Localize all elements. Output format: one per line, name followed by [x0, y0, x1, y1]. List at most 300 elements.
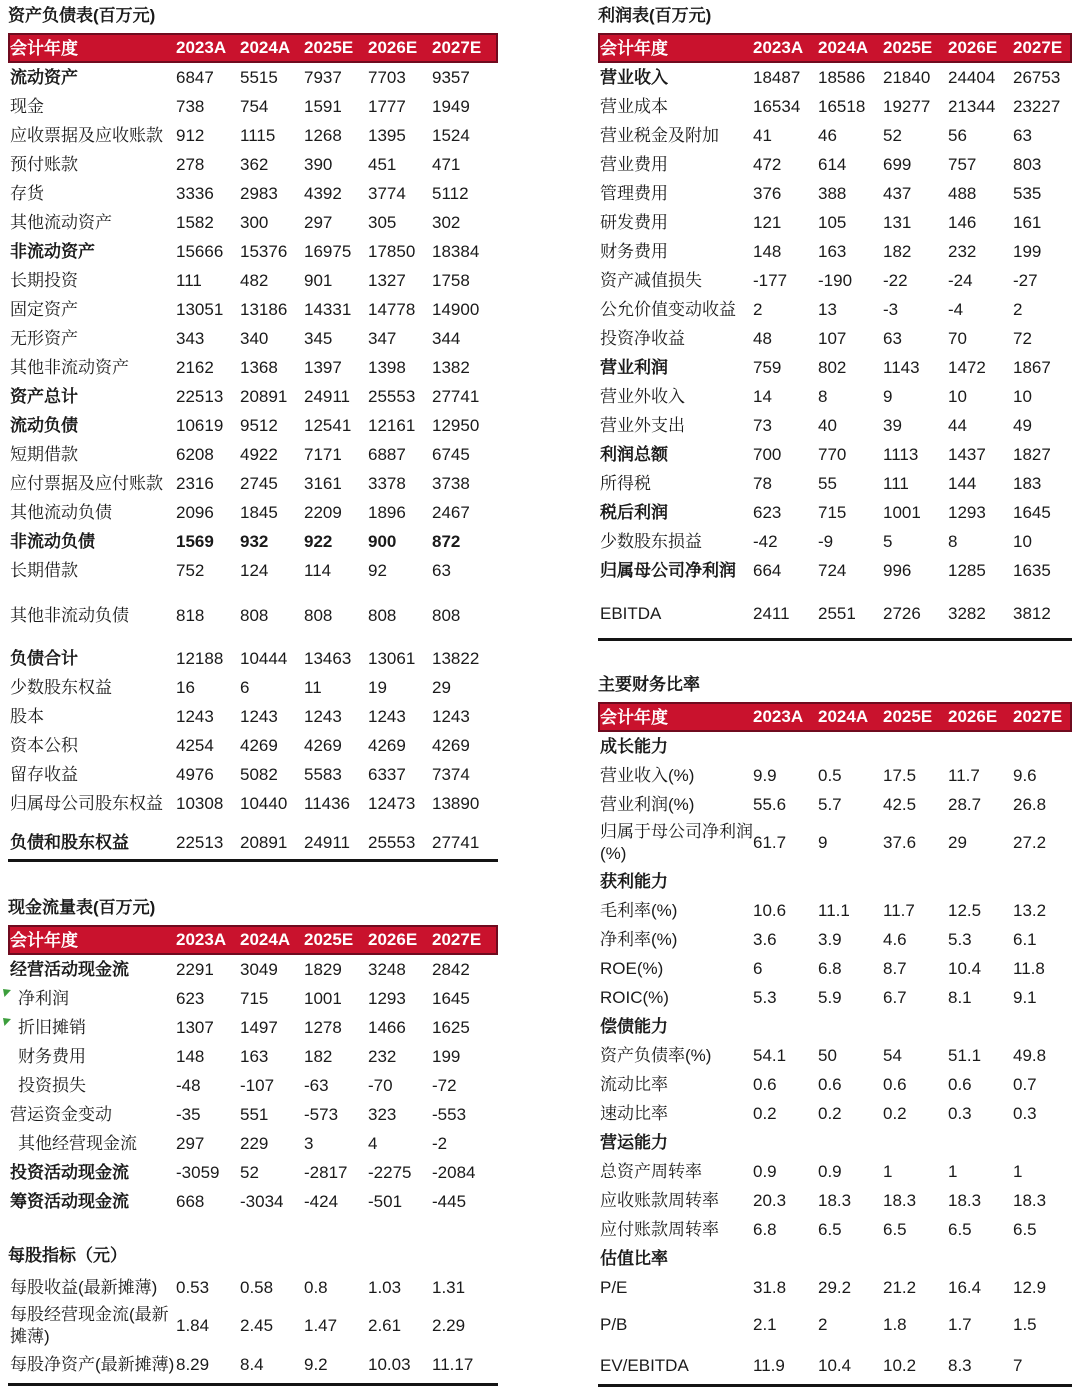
cell-value: 16	[176, 677, 195, 697]
row-label	[600, 241, 753, 262]
table-row	[598, 527, 1072, 556]
row-label	[10, 299, 176, 320]
cell-value: 12541	[304, 415, 352, 435]
cell-value: 3161	[304, 473, 342, 493]
cell-value: 10.4	[948, 958, 982, 978]
cell-value: 11436	[304, 793, 351, 813]
cell-value: 5515	[240, 67, 278, 87]
cell-value: 49	[1013, 415, 1032, 435]
cell-value: 63	[432, 560, 451, 580]
row-label-text: EBITDA	[600, 604, 662, 623]
cell-value: 340	[240, 328, 269, 348]
cell-value: 535	[1013, 183, 1042, 203]
table-row	[598, 498, 1072, 527]
cell-value: 13186	[240, 299, 288, 319]
cell-value: 724	[818, 560, 847, 580]
cell-value: 302	[432, 212, 461, 232]
cell-value: 2096	[176, 502, 214, 522]
cell-value: 2316	[176, 473, 214, 493]
cell-value: 0.9	[818, 1161, 842, 1181]
cell-value: 482	[240, 270, 269, 290]
cell-value: 27741	[432, 386, 480, 406]
table-row	[8, 150, 498, 179]
row-label	[600, 560, 753, 581]
cell-value: 16975	[304, 241, 352, 261]
cell-value: 1	[1013, 1161, 1023, 1181]
cell-value: 5	[883, 531, 893, 551]
cell-value: 5082	[240, 764, 278, 784]
row-label	[600, 765, 753, 786]
row-label	[600, 929, 753, 950]
cell-value: 1307	[176, 1017, 214, 1037]
cell-value: 52	[240, 1162, 259, 1182]
table-row	[8, 237, 498, 266]
row-label-text: 营运资金变动	[10, 1105, 112, 1124]
cell-value: 13051	[176, 299, 224, 319]
row-label-text: 资产负债率(%)	[600, 1046, 712, 1065]
cell-value: 0.2	[753, 1103, 777, 1123]
cell-value: 1.8	[883, 1314, 907, 1334]
row-label-text: 其他非流动资产	[10, 358, 129, 377]
table-row	[8, 1158, 498, 1187]
row-label	[10, 67, 176, 88]
cell-value: 24911	[304, 386, 351, 406]
table-row	[8, 92, 498, 121]
cell-value: 2983	[240, 183, 278, 203]
cell-value: 1001	[304, 988, 342, 1008]
cell-value: 1.5	[1013, 1314, 1037, 1334]
cell-value: 22513	[176, 832, 224, 852]
cell-value: 24404	[948, 67, 996, 87]
table-title: 资产负债表(百万元)	[8, 6, 156, 25]
cell-value: 4269	[304, 735, 342, 755]
row-label-text: 流动负债	[10, 416, 78, 435]
column-header: 2025E	[883, 38, 933, 57]
cell-value: 14	[753, 386, 772, 406]
cell-value: 131	[883, 212, 912, 232]
cell-value: 472	[753, 154, 782, 174]
cell-value: -70	[368, 1075, 393, 1095]
row-label-text: 经营活动现金流	[10, 960, 129, 979]
row-label	[10, 502, 176, 523]
cell-value: 50	[818, 1045, 837, 1065]
cell-value: -2	[432, 1133, 448, 1153]
cell-value: 808	[240, 605, 269, 625]
cell-value: 124	[240, 560, 269, 580]
row-label-text: EV/EBITDA	[600, 1356, 689, 1375]
row-label	[600, 531, 753, 552]
table-row	[598, 63, 1072, 92]
column-header: 2027E	[432, 38, 482, 57]
cell-value: 344	[432, 328, 461, 348]
cell-value: 10	[948, 386, 967, 406]
row-label-text: 财务费用	[600, 242, 668, 261]
header-year-label: 会计年度	[600, 707, 668, 727]
cell-value: 1497	[240, 1017, 278, 1037]
cell-value: 10440	[240, 793, 288, 813]
table-row	[8, 527, 498, 556]
cell-value: 1625	[432, 1017, 470, 1037]
row-label	[10, 473, 176, 494]
cell-value: 1466	[368, 1017, 406, 1037]
row-label	[10, 328, 176, 349]
row-label	[10, 764, 176, 785]
row-label	[600, 900, 753, 921]
table-row	[598, 411, 1072, 440]
row-label-text: 管理费用	[600, 184, 668, 203]
cell-value: 1143	[883, 357, 920, 377]
table-row	[598, 121, 1072, 150]
row-label-text: 营业费用	[600, 155, 668, 174]
row-label	[10, 96, 176, 117]
row-label	[600, 1248, 753, 1269]
row-label	[600, 1016, 753, 1037]
per-share-metrics-table	[8, 1246, 498, 1386]
cell-value: 10.2	[883, 1355, 917, 1375]
row-label-text: 其他非流动负债	[10, 606, 129, 625]
cell-value: 347	[368, 328, 397, 348]
table-row	[8, 1273, 498, 1302]
cell-value: 1115	[240, 125, 276, 145]
cell-value: 715	[240, 988, 269, 1008]
cell-value: 2.29	[432, 1316, 466, 1335]
cell-value: 343	[176, 328, 205, 348]
cell-value: 1582	[176, 212, 214, 232]
row-label-text: 少数股东权益	[10, 678, 112, 697]
table-row	[598, 1273, 1072, 1302]
cell-value: 1243	[304, 706, 342, 726]
cell-value: -4	[948, 299, 964, 319]
column-header: 2027E	[1013, 38, 1063, 57]
row-label-text: 非流动负债	[10, 532, 95, 551]
cell-value: 1.7	[948, 1314, 972, 1334]
table-row	[598, 1310, 1072, 1339]
table-row	[8, 1302, 498, 1350]
table-row	[8, 1042, 498, 1071]
cell-value: 19277	[883, 96, 931, 116]
income-statement-table	[598, 6, 1072, 641]
cell-value: -2084	[432, 1162, 476, 1182]
row-label-text: 净利率(%)	[600, 930, 678, 949]
row-label	[10, 125, 176, 146]
table-row	[8, 955, 498, 984]
cell-value: 738	[176, 96, 205, 116]
table-row	[598, 761, 1072, 790]
row-label	[10, 270, 176, 291]
cell-value: 54.1	[753, 1045, 787, 1065]
cell-value: 901	[304, 270, 333, 290]
cell-value: 757	[948, 154, 977, 174]
row-label	[10, 648, 176, 669]
cell-value: 26753	[1013, 67, 1061, 87]
cell-value: 18.3	[818, 1190, 852, 1210]
cell-value: 0.3	[1013, 1103, 1037, 1123]
row-label	[600, 1219, 753, 1240]
cell-value: 297	[304, 212, 333, 232]
cell-value: 3336	[176, 183, 214, 203]
row-label-text: 估值比率	[600, 1249, 668, 1268]
table-row	[598, 556, 1072, 585]
cell-value: 715	[818, 502, 847, 522]
cell-value: 29	[948, 833, 967, 852]
cell-value: 11.9	[753, 1355, 785, 1375]
cell-value: 0.8	[304, 1277, 328, 1297]
table-row	[598, 732, 1072, 761]
cell-value: 39	[883, 415, 902, 435]
cell-value: 27741	[432, 832, 480, 852]
table-row	[8, 1013, 498, 1042]
row-label	[10, 1104, 176, 1125]
cell-value: 297	[176, 1133, 205, 1153]
column-header: 2024A	[818, 707, 869, 726]
cell-value: -2275	[368, 1162, 412, 1182]
row-label	[600, 502, 753, 523]
table-row	[8, 644, 498, 673]
cell-value: 199	[432, 1046, 461, 1066]
row-label-text: 归属母公司净利润	[600, 561, 736, 580]
cell-value: 1278	[304, 1017, 342, 1037]
cell-value: 3248	[368, 959, 406, 979]
table-title: 主要财务比率	[598, 675, 700, 694]
row-label-text: 负债合计	[10, 649, 78, 668]
row-label-text: 营业成本	[600, 97, 668, 116]
table-row	[8, 1187, 498, 1216]
cell-value: 2551	[818, 603, 856, 623]
cell-value: 1243	[176, 706, 214, 726]
cell-value: 229	[240, 1133, 269, 1153]
row-label-text: 存货	[10, 184, 44, 203]
cell-value: 6.5	[818, 1219, 842, 1239]
row-label	[600, 871, 753, 892]
row-label	[600, 183, 753, 204]
column-header: 2023A	[753, 707, 804, 726]
row-label-text: 营业外支出	[600, 416, 685, 435]
row-label-text: 资产总计	[10, 387, 78, 406]
cell-value: 2291	[176, 959, 214, 979]
cell-value: 232	[368, 1046, 397, 1066]
cell-value: 6208	[176, 444, 214, 464]
row-label	[10, 1046, 176, 1067]
column-header: 2025E	[883, 707, 933, 726]
cell-value: 52	[883, 125, 902, 145]
row-label-text: 营业利润(%)	[600, 795, 695, 814]
cell-value: 161	[1013, 212, 1042, 232]
cell-value: 623	[176, 988, 205, 1008]
cell-value: 70	[948, 328, 967, 348]
table-row	[598, 867, 1072, 896]
cell-value: 2209	[304, 502, 342, 522]
column-header: 2024A	[818, 38, 869, 57]
cell-value: 183	[1013, 473, 1042, 493]
cell-value: 2467	[432, 502, 470, 522]
cell-value: 8.3	[948, 1355, 972, 1375]
row-label	[600, 736, 753, 757]
cell-value: 1645	[432, 988, 470, 1008]
cell-value: 17850	[368, 241, 416, 261]
cell-value: 20891	[240, 386, 288, 406]
cell-value: 111	[883, 473, 909, 493]
row-label	[10, 605, 176, 626]
cell-value: 0.6	[883, 1074, 907, 1094]
column-header: 2024A	[240, 38, 291, 57]
row-label	[10, 1017, 176, 1038]
cell-value: 390	[304, 154, 333, 174]
cell-value: 6.5	[948, 1219, 972, 1239]
column-header: 2023A	[753, 38, 804, 57]
row-label-text: 资本公积	[10, 736, 78, 755]
cell-value: 3774	[368, 183, 406, 203]
cell-value: 1327	[368, 270, 406, 290]
table-title: 每股指标（元）	[8, 1246, 127, 1265]
cell-value: 28.7	[948, 794, 982, 814]
cell-value: 1	[883, 1161, 893, 1181]
table-row	[8, 1129, 498, 1158]
cell-value: 9512	[240, 415, 278, 435]
cell-value: 451	[368, 154, 397, 174]
row-label-text: 营业外收入	[600, 387, 685, 406]
cell-value: 6.8	[753, 1219, 777, 1239]
row-label	[10, 832, 176, 853]
table-row	[598, 983, 1072, 1012]
cell-value: 11.8	[1013, 958, 1045, 978]
cell-value: 12950	[432, 415, 480, 435]
header-year-label: 会计年度	[10, 930, 78, 950]
cell-value: 932	[240, 531, 269, 551]
cell-value: 6.5	[1013, 1219, 1037, 1239]
row-label-text: 财务费用	[18, 1047, 86, 1066]
cell-value: 18.3	[883, 1190, 917, 1210]
cell-value: 15666	[176, 241, 224, 261]
cell-value: 7703	[368, 67, 406, 87]
row-label-text: 流动比率	[600, 1075, 668, 1094]
cell-value: 13463	[304, 648, 352, 668]
cell-value: -3034	[240, 1191, 284, 1211]
cell-value: 25553	[368, 386, 416, 406]
row-label-text: 净利润	[18, 989, 69, 1008]
table-row	[598, 1157, 1072, 1186]
cell-value: 668	[176, 1191, 205, 1211]
cell-value: 8.1	[948, 987, 972, 1007]
table-row	[598, 1215, 1072, 1244]
cell-value: 72	[1013, 328, 1032, 348]
cell-value: 10619	[176, 415, 224, 435]
cell-value: 13061	[368, 648, 416, 668]
row-label	[600, 1190, 753, 1211]
cell-value: 21344	[948, 96, 996, 116]
cell-value: 752	[176, 560, 205, 580]
row-label	[10, 415, 176, 436]
excel-flag-icon	[3, 989, 11, 997]
cell-value: 27.2	[1013, 833, 1047, 852]
row-label-text: 现金	[10, 97, 44, 116]
cell-value: 146	[948, 212, 977, 232]
cell-value: 1398	[368, 357, 406, 377]
cell-value: 13	[818, 299, 837, 319]
row-label	[10, 386, 176, 407]
table-row	[8, 382, 498, 411]
cell-value: 0.2	[883, 1103, 907, 1123]
cell-value: 1113	[883, 444, 919, 464]
row-label-text: 研发费用	[600, 213, 668, 232]
cell-value: 2162	[176, 357, 214, 377]
table-row	[8, 324, 498, 353]
cell-value: 18384	[432, 241, 480, 261]
cell-value: 1.47	[304, 1316, 338, 1335]
cell-value: 105	[818, 212, 847, 232]
cell-value: 14778	[368, 299, 416, 319]
table-row	[598, 925, 1072, 954]
column-header: 2025E	[304, 38, 354, 57]
column-header: 2023A	[176, 930, 227, 949]
cell-value: 11.7	[948, 765, 980, 785]
cell-value: 4	[368, 1133, 378, 1153]
table-row	[8, 556, 498, 585]
row-label-text: 归属于母公司净利润(%)	[600, 822, 753, 863]
row-label-text: 税后利润	[600, 503, 668, 522]
cell-value: 18487	[753, 67, 801, 87]
cell-value: 3049	[240, 959, 278, 979]
cell-value: 1.31	[432, 1277, 466, 1297]
table-title: 现金流量表(百万元)	[8, 898, 156, 917]
cell-value: 12188	[176, 648, 224, 668]
cell-value: 37.6	[883, 833, 917, 852]
row-label	[10, 735, 176, 756]
row-label-text: 获利能力	[600, 872, 668, 891]
cell-value: 2	[1013, 299, 1023, 319]
cell-value: 1243	[240, 706, 278, 726]
cell-value: 0.5	[818, 765, 842, 785]
table-row	[598, 1012, 1072, 1041]
cell-value: 2	[818, 1314, 828, 1334]
cell-value: 802	[818, 357, 847, 377]
cell-value: 54	[883, 1045, 902, 1065]
table-row	[8, 702, 498, 731]
cell-value: 5583	[304, 764, 342, 784]
cell-value: 305	[368, 212, 397, 232]
cash-flow-table	[8, 898, 498, 1216]
table-row	[8, 179, 498, 208]
row-label-text: 速动比率	[600, 1104, 668, 1123]
cell-value: 9357	[432, 67, 470, 87]
cell-value: 9.1	[1013, 987, 1037, 1007]
table-row	[8, 760, 498, 789]
table-row	[598, 819, 1072, 867]
column-header: 2025E	[304, 930, 354, 949]
cell-value: -3059	[176, 1162, 220, 1182]
table-header-row	[8, 925, 498, 955]
cell-value: 29.2	[818, 1277, 852, 1297]
row-label	[600, 1314, 753, 1335]
table-row	[598, 208, 1072, 237]
cell-value: 6.1	[1013, 929, 1037, 949]
cell-value: -72	[432, 1075, 457, 1095]
cell-value: -27	[1013, 270, 1038, 290]
header-year-label: 会计年度	[10, 38, 78, 58]
balance-sheet-table	[8, 6, 498, 862]
cell-value: 6887	[368, 444, 406, 464]
header-year-label: 会计年度	[600, 38, 668, 58]
cell-value: 3812	[1013, 603, 1051, 623]
table-row	[8, 121, 498, 150]
row-label-text: ROE(%)	[600, 959, 664, 978]
table-row	[598, 440, 1072, 469]
cell-value: 2.45	[240, 1316, 274, 1335]
cell-value: 754	[240, 96, 269, 116]
table-row	[598, 954, 1072, 983]
cell-value: 1845	[240, 502, 278, 522]
table-row	[598, 599, 1072, 628]
cell-value: 1524	[432, 125, 470, 145]
